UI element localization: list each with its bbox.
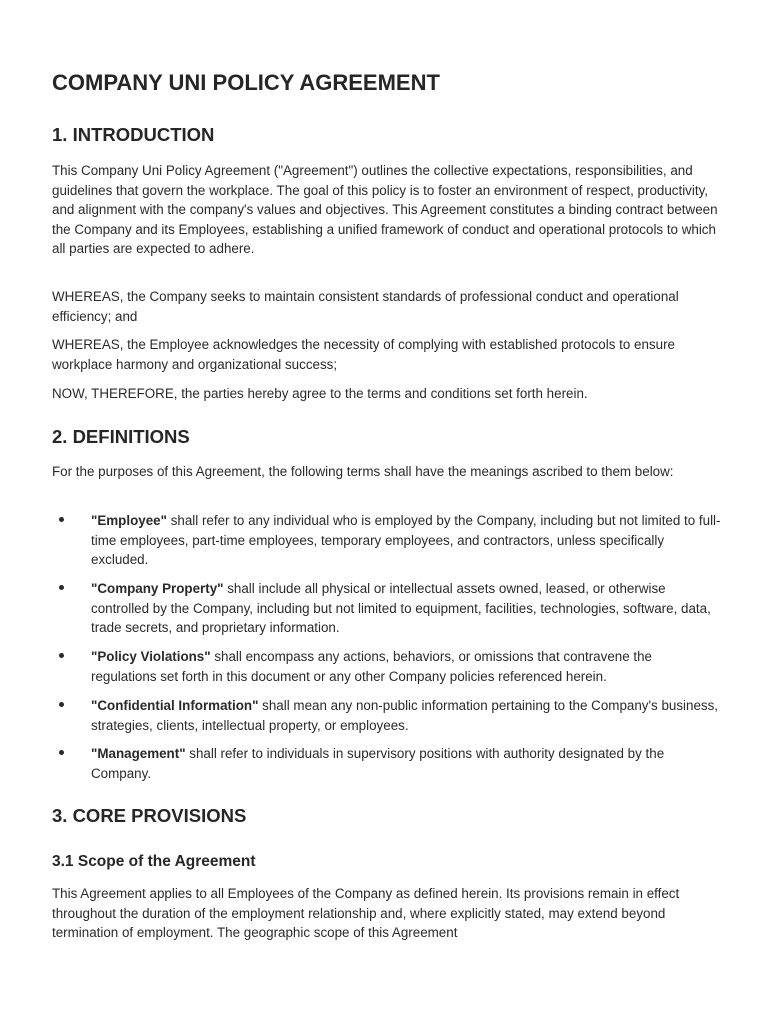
definition-text: [91, 511, 721, 570]
bullet-icon: [59, 585, 64, 590]
definition-term: "Employee": [91, 513, 167, 528]
definition-term: "Company Property": [91, 581, 224, 596]
definition-body: shall include all physical or intellectual assets owned, leased, or otherwise controlled by the Company, including but not limited to equipment, facilities, technologies, software, data, trade secrets, and proprietary information.: [91, 581, 711, 636]
whereas-paragraph-2: WHEREAS, the Employee acknowledges the necessity of complying with established protocols to ensure workplace harmony and organizational success;: [52, 337, 675, 372]
section-heading-introduction: 1. INTRODUCTION: [52, 124, 215, 145]
bullet-icon: [59, 750, 64, 755]
bullet-icon: [59, 517, 64, 522]
definition-body: shall refer to any individual who is employed by the Company, including but not limited to full-time employees, part-time employees, temporary employees, and contractors, unless specifically excluded.: [91, 513, 721, 568]
bullet-icon: [59, 653, 64, 658]
definition-body: shall encompass any actions, behaviors, or omissions that contravene the regulations set forth in this document or any other Company policies referenced herein.: [91, 649, 652, 684]
definition-text: [91, 696, 721, 735]
definition-term: "Policy Violations": [91, 649, 211, 664]
whereas-paragraph-1: WHEREAS, the Company seeks to maintain consistent standards of professional conduct and operational efficiency; and: [52, 289, 679, 324]
intro-paragraph: This Company Uni Policy Agreement ("Agreement") outlines the collective expectations, responsibilities, and guidelines that govern the workplace. The goal of this policy is to foster an environment of respect, productivity, and alignment with the company's values and objectives. This Agreement constitutes a binding contract between the Company and its Employees, establishing a unified framework of conduct and operational protocols to which all parties are expected to adhere.: [52, 163, 718, 257]
bullet-icon: [59, 702, 64, 707]
definition-body: shall mean any non-public information pertaining to the Company's business, strategies, clients, intellectual property, or employees.: [91, 698, 719, 733]
definition-term: "Confidential Information": [91, 698, 259, 713]
document-title: COMPANY UNI POLICY AGREEMENT: [52, 70, 440, 95]
definition-term: "Management": [91, 746, 186, 761]
definition-text: [91, 744, 721, 783]
definitions-intro: For the purposes of this Agreement, the following terms shall have the meanings ascribed to them below:: [52, 464, 674, 479]
section-heading-definitions: 2. DEFINITIONS: [52, 426, 190, 447]
definition-body: shall refer to individuals in supervisory positions with authority designated by the Company.: [91, 746, 665, 781]
subsection-heading-scope: 3.1 Scope of the Agreement: [52, 853, 256, 870]
section-heading-core-provisions: 3. CORE PROVISIONS: [52, 805, 247, 826]
scope-paragraph: This Agreement applies to all Employees of the Company as defined herein. Its provisions remain in effect throughout the duration of the employment relationship and, where explicitly stated, may extend beyond termination of employment. The geographic scope of this Agreement: [52, 886, 680, 941]
definition-text: [91, 579, 721, 638]
now-therefore-paragraph: NOW, THEREFORE, the parties hereby agree to the terms and conditions set forth herein.: [52, 386, 588, 401]
definition-text: [91, 647, 721, 686]
